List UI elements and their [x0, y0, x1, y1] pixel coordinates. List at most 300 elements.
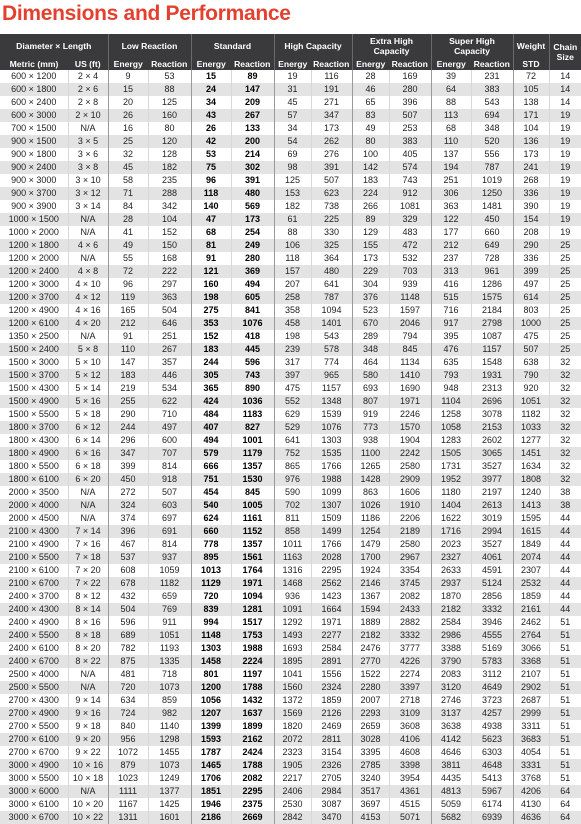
cell-std-reaction: 1432: [231, 694, 274, 707]
cell-super-energy: 917: [431, 317, 471, 330]
cell-std-reaction: 596: [231, 356, 274, 369]
cell-xhigh-energy: 46: [352, 83, 389, 96]
cell-metric: 1800 × 5500: [0, 460, 68, 473]
cell-low-reaction: 222: [148, 265, 191, 278]
cell-super-energy: 1283: [431, 434, 471, 447]
cell-high-energy: 317: [274, 356, 311, 369]
cell-weight: 290: [513, 239, 549, 252]
cell-super-energy: 1731: [431, 460, 471, 473]
cell-chain-size: 14: [549, 96, 581, 109]
cell-metric: 2400 × 3700: [0, 590, 68, 603]
cell-std-energy: 424: [191, 395, 231, 408]
table-row: [0, 603, 581, 616]
cell-xhigh-energy: 1026: [352, 499, 389, 512]
cell-metric: 3000 × 5500: [0, 772, 68, 785]
cell-low-energy: 596: [108, 616, 148, 629]
cell-us: N/A: [68, 213, 108, 226]
page-title: Dimensions and Performance: [2, 2, 291, 25]
cell-low-reaction: 182: [148, 161, 191, 174]
cell-high-energy: 61: [274, 213, 311, 226]
cell-std-reaction: 1001: [231, 434, 274, 447]
cell-low-energy: 296: [108, 434, 148, 447]
cell-low-reaction: 446: [148, 369, 191, 382]
cell-std-energy: 751: [191, 473, 231, 486]
cell-low-energy: 875: [108, 655, 148, 668]
cell-us: 8 × 18: [68, 629, 108, 642]
cell-super-energy: 110: [431, 135, 471, 148]
cell-xhigh-energy: 3240: [352, 772, 389, 785]
cell-low-energy: 956: [108, 733, 148, 746]
cell-xhigh-reaction: 1597: [389, 304, 431, 317]
cell-high-reaction: 2984: [311, 785, 352, 798]
cell-us: 8 × 12: [68, 590, 108, 603]
cell-std-reaction: 280: [231, 252, 274, 265]
cell-xhigh-energy: 3395: [352, 746, 389, 759]
cell-chain-size: 19: [549, 148, 581, 161]
cell-metric: 2100 × 4300: [0, 525, 68, 538]
cell-xhigh-energy: 1100: [352, 447, 389, 460]
cell-metric: 1500 × 2400: [0, 343, 68, 356]
cell-xhigh-reaction: 405: [389, 148, 431, 161]
cell-xhigh-energy: 289: [352, 330, 389, 343]
cell-high-reaction: 1499: [311, 525, 352, 538]
cell-xhigh-energy: 89: [352, 213, 389, 226]
cell-low-reaction: 88: [148, 83, 191, 96]
table-row: [0, 434, 581, 447]
cell-high-energy: 1091: [274, 603, 311, 616]
header-energy: Energy: [431, 57, 471, 70]
cell-high-reaction: 364: [311, 252, 352, 265]
cell-xhigh-reaction: 1690: [389, 382, 431, 395]
cell-std-reaction: 1152: [231, 525, 274, 538]
table-row: [0, 551, 581, 564]
table-row: [0, 746, 581, 759]
cell-low-reaction: 769: [148, 603, 191, 616]
cell-xhigh-reaction: 4106: [389, 733, 431, 746]
cell-low-reaction: 622: [148, 395, 191, 408]
cell-high-energy: 1493: [274, 629, 311, 642]
cell-high-reaction: 1859: [311, 694, 352, 707]
cell-low-reaction: 600: [148, 434, 191, 447]
cell-std-reaction: 605: [231, 291, 274, 304]
cell-high-reaction: 2028: [311, 551, 352, 564]
cell-high-energy: 1569: [274, 707, 311, 720]
cell-high-reaction: 1539: [311, 408, 352, 421]
table-row: [0, 694, 581, 707]
cell-high-reaction: 3087: [311, 798, 352, 811]
header-energy: Energy: [274, 57, 311, 70]
cell-metric: 700 × 1500: [0, 122, 68, 135]
cell-std-energy: 484: [191, 408, 231, 421]
cell-super-reaction: 2602: [471, 434, 513, 447]
cell-metric: 1500 × 4300: [0, 382, 68, 395]
table-row: [0, 785, 581, 798]
table-row: [0, 681, 581, 694]
cell-low-reaction: 534: [148, 382, 191, 395]
cell-super-energy: 1104: [431, 395, 471, 408]
cell-high-reaction: 1988: [311, 473, 352, 486]
cell-super-energy: 194: [431, 161, 471, 174]
cell-us: N/A: [68, 122, 108, 135]
cell-low-reaction: 150: [148, 239, 191, 252]
cell-super-energy: 4646: [431, 746, 471, 759]
cell-high-reaction: 3470: [311, 811, 352, 824]
cell-xhigh-reaction: 2882: [389, 616, 431, 629]
cell-high-reaction: 2324: [311, 681, 352, 694]
cell-high-reaction: 2811: [311, 733, 352, 746]
cell-high-energy: 858: [274, 525, 311, 538]
cell-chain-size: 25: [549, 265, 581, 278]
cell-us: 9 × 20: [68, 733, 108, 746]
cell-weight: 173: [513, 148, 549, 161]
cell-std-energy: 1851: [191, 785, 231, 798]
cell-xhigh-energy: 142: [352, 161, 389, 174]
cell-us: 6 × 14: [68, 434, 108, 447]
cell-high-energy: 1820: [274, 720, 311, 733]
header-standard: Standard: [191, 34, 274, 57]
cell-high-energy: 45: [274, 96, 311, 109]
cell-chain-size: 32: [549, 434, 581, 447]
cell-xhigh-energy: 2785: [352, 759, 389, 772]
cell-std-reaction: 1530: [231, 473, 274, 486]
cell-std-reaction: 569: [231, 200, 274, 213]
cell-low-energy: 879: [108, 759, 148, 772]
cell-std-energy: 152: [191, 330, 231, 343]
cell-super-energy: 137: [431, 148, 471, 161]
cell-xhigh-reaction: 1134: [389, 356, 431, 369]
cell-xhigh-energy: 65: [352, 96, 389, 109]
cell-us: 7 × 22: [68, 577, 108, 590]
cell-super-energy: 313: [431, 265, 471, 278]
table-row: [0, 200, 581, 213]
cell-low-energy: 147: [108, 356, 148, 369]
table-row: [0, 798, 581, 811]
cell-super-reaction: 3332: [471, 603, 513, 616]
table-row: [0, 395, 581, 408]
cell-us: 8 × 16: [68, 616, 108, 629]
cell-std-reaction: 2669: [231, 811, 274, 824]
table-row: [0, 187, 581, 200]
cell-high-reaction: 1307: [311, 499, 352, 512]
cell-xhigh-energy: 28: [352, 70, 389, 83]
cell-chain-size: 38: [549, 486, 581, 499]
cell-low-energy: 183: [108, 369, 148, 382]
cell-metric: 900 × 3000: [0, 174, 68, 187]
cell-low-energy: 290: [108, 408, 148, 421]
cell-xhigh-reaction: 383: [389, 135, 431, 148]
cell-high-energy: 629: [274, 408, 311, 421]
cell-chain-size: 19: [549, 226, 581, 239]
cell-xhigh-reaction: 1410: [389, 369, 431, 382]
cell-low-reaction: 859: [148, 694, 191, 707]
cell-super-energy: 3790: [431, 655, 471, 668]
cell-us: 4 × 10: [68, 278, 108, 291]
cell-super-reaction: 1931: [471, 369, 513, 382]
cell-us: 9 × 16: [68, 707, 108, 720]
cell-low-energy: 219: [108, 382, 148, 395]
cell-us: 10 × 22: [68, 811, 108, 824]
cell-us: 7 × 14: [68, 525, 108, 538]
cell-high-energy: 207: [274, 278, 311, 291]
cell-metric: 1350 × 2500: [0, 330, 68, 343]
cell-super-reaction: 3019: [471, 512, 513, 525]
cell-us: 2 × 8: [68, 96, 108, 109]
cell-std-energy: 454: [191, 486, 231, 499]
cell-std-energy: 1056: [191, 694, 231, 707]
cell-chain-size: 14: [549, 83, 581, 96]
cell-std-energy: 75: [191, 161, 231, 174]
cell-chain-size: 32: [549, 408, 581, 421]
cell-low-energy: 1311: [108, 811, 148, 824]
cell-xhigh-reaction: 912: [389, 187, 431, 200]
cell-low-reaction: 911: [148, 616, 191, 629]
cell-chain-size: 19: [549, 174, 581, 187]
cell-std-reaction: 1899: [231, 720, 274, 733]
cell-us: 7 × 16: [68, 538, 108, 551]
cell-us: 4 × 16: [68, 304, 108, 317]
cell-weight: 3768: [513, 772, 549, 785]
cell-chain-size: 19: [549, 109, 581, 122]
cell-low-reaction: 507: [148, 486, 191, 499]
cell-std-energy: 96: [191, 174, 231, 187]
cell-metric: 1800 × 3700: [0, 421, 68, 434]
cell-low-energy: 212: [108, 317, 148, 330]
cell-super-energy: 476: [431, 343, 471, 356]
cell-low-energy: 481: [108, 668, 148, 681]
cell-xhigh-reaction: 2246: [389, 408, 431, 421]
cell-high-energy: 358: [274, 304, 311, 317]
cell-xhigh-reaction: 2189: [389, 525, 431, 538]
cell-high-reaction: 391: [311, 161, 352, 174]
cell-super-energy: 3137: [431, 707, 471, 720]
header-energy: Energy: [352, 57, 389, 70]
cell-super-reaction: 4648: [471, 759, 513, 772]
table-row: [0, 720, 581, 733]
cell-high-energy: 529: [274, 421, 311, 434]
cell-xhigh-energy: 129: [352, 226, 389, 239]
cell-std-reaction: 1005: [231, 499, 274, 512]
cell-super-energy: 1716: [431, 525, 471, 538]
cell-xhigh-reaction: 169: [389, 70, 431, 83]
cell-metric: 2000 × 4000: [0, 499, 68, 512]
cell-us: 5 × 14: [68, 382, 108, 395]
cell-chain-size: 51: [549, 681, 581, 694]
cell-std-reaction: 133: [231, 122, 274, 135]
cell-metric: 600 × 1200: [0, 70, 68, 83]
cell-high-reaction: 787: [311, 291, 352, 304]
table-row: [0, 707, 581, 720]
cell-std-reaction: 494: [231, 278, 274, 291]
cell-high-reaction: 1766: [311, 460, 352, 473]
cell-low-energy: 32: [108, 148, 148, 161]
cell-xhigh-energy: 1924: [352, 564, 389, 577]
cell-metric: 1800 × 4300: [0, 434, 68, 447]
cell-std-reaction: 1788: [231, 759, 274, 772]
cell-us: N/A: [68, 668, 108, 681]
cell-xhigh-energy: 919: [352, 408, 389, 421]
cell-us: 9 × 14: [68, 694, 108, 707]
cell-low-reaction: 691: [148, 525, 191, 538]
cell-chain-size: 32: [549, 473, 581, 486]
cell-low-energy: 20: [108, 96, 148, 109]
cell-weight: 790: [513, 369, 549, 382]
cell-std-reaction: 249: [231, 239, 274, 252]
cell-super-energy: 39: [431, 70, 471, 83]
cell-xhigh-reaction: 1606: [389, 486, 431, 499]
cell-std-reaction: 1076: [231, 317, 274, 330]
cell-std-reaction: 1161: [231, 512, 274, 525]
cell-high-reaction: 1766: [311, 538, 352, 551]
cell-std-reaction: 209: [231, 96, 274, 109]
cell-xhigh-reaction: 483: [389, 226, 431, 239]
cell-super-reaction: 543: [471, 96, 513, 109]
cell-low-reaction: 937: [148, 551, 191, 564]
cell-low-reaction: 53: [148, 70, 191, 83]
cell-low-reaction: 125: [148, 96, 191, 109]
cell-xhigh-reaction: 574: [389, 161, 431, 174]
cell-metric: 1800 × 6100: [0, 473, 68, 486]
cell-xhigh-reaction: 1148: [389, 291, 431, 304]
cell-high-reaction: 330: [311, 226, 352, 239]
cell-weight: 2074: [513, 551, 549, 564]
cell-xhigh-energy: 1186: [352, 512, 389, 525]
cell-super-energy: 212: [431, 239, 471, 252]
cell-std-reaction: 2082: [231, 772, 274, 785]
cell-super-reaction: 3112: [471, 668, 513, 681]
cell-super-energy: 4813: [431, 785, 471, 798]
cell-xhigh-energy: 376: [352, 291, 389, 304]
cell-super-reaction: 1286: [471, 278, 513, 291]
cell-low-reaction: 504: [148, 304, 191, 317]
cell-chain-size: 25: [549, 239, 581, 252]
cell-metric: 1200 × 6100: [0, 317, 68, 330]
cell-weight: 4054: [513, 746, 549, 759]
cell-high-reaction: 2891: [311, 655, 352, 668]
cell-std-reaction: 845: [231, 486, 274, 499]
cell-super-energy: 2182: [431, 603, 471, 616]
cell-super-energy: 515: [431, 291, 471, 304]
cell-super-reaction: 3946: [471, 616, 513, 629]
cell-super-energy: 2327: [431, 551, 471, 564]
cell-std-reaction: 445: [231, 343, 274, 356]
cell-metric: 2000 × 4500: [0, 512, 68, 525]
cell-low-energy: 840: [108, 720, 148, 733]
cell-weight: 1859: [513, 590, 549, 603]
cell-super-reaction: 1250: [471, 187, 513, 200]
cell-std-energy: 2186: [191, 811, 231, 824]
cell-xhigh-reaction: 2909: [389, 473, 431, 486]
header-reaction: Reaction: [389, 57, 431, 70]
table-row: [0, 148, 581, 161]
cell-std-reaction: 1179: [231, 447, 274, 460]
cell-weight: 1634: [513, 460, 549, 473]
cell-super-reaction: 450: [471, 213, 513, 226]
cell-chain-size: 64: [549, 811, 581, 824]
header-low-reaction: Low Reaction: [108, 34, 191, 57]
cell-high-energy: 106: [274, 239, 311, 252]
cell-us: N/A: [68, 226, 108, 239]
cell-super-reaction: 2184: [471, 304, 513, 317]
cell-std-energy: 26: [191, 122, 231, 135]
cell-us: N/A: [68, 785, 108, 798]
cell-super-energy: 1952: [431, 473, 471, 486]
cell-super-reaction: 1019: [471, 174, 513, 187]
cell-std-energy: 1013: [191, 564, 231, 577]
cell-metric: 2400 × 6100: [0, 642, 68, 655]
cell-high-reaction: 2705: [311, 772, 352, 785]
cell-low-energy: 25: [108, 135, 148, 148]
cell-low-reaction: 1140: [148, 720, 191, 733]
cell-super-energy: 1258: [431, 408, 471, 421]
cell-chain-size: 44: [549, 551, 581, 564]
cell-std-reaction: 1637: [231, 707, 274, 720]
cell-high-reaction: 480: [311, 265, 352, 278]
cell-std-reaction: 1183: [231, 408, 274, 421]
cell-std-energy: 183: [191, 343, 231, 356]
cell-xhigh-reaction: 3745: [389, 577, 431, 590]
cell-us: 5 × 18: [68, 408, 108, 421]
cell-xhigh-energy: 773: [352, 421, 389, 434]
cell-super-energy: 1180: [431, 486, 471, 499]
cell-chain-size: 51: [549, 720, 581, 733]
cell-xhigh-reaction: 5071: [389, 811, 431, 824]
cell-std-energy: 720: [191, 590, 231, 603]
cell-metric: 3000 × 6000: [0, 785, 68, 798]
cell-xhigh-energy: 266: [352, 200, 389, 213]
cell-super-energy: 1404: [431, 499, 471, 512]
cell-metric: 600 × 3000: [0, 109, 68, 122]
cell-std-reaction: 1281: [231, 603, 274, 616]
cell-metric: 2700 × 4300: [0, 694, 68, 707]
cell-high-energy: 1468: [274, 577, 311, 590]
cell-xhigh-energy: 670: [352, 317, 389, 330]
cell-std-reaction: 827: [231, 421, 274, 434]
table-row: [0, 135, 581, 148]
cell-std-reaction: 418: [231, 330, 274, 343]
cell-weight: 4130: [513, 798, 549, 811]
table-row: [0, 265, 581, 278]
cell-us: N/A: [68, 252, 108, 265]
cell-super-reaction: 3977: [471, 473, 513, 486]
cell-chain-size: 51: [549, 733, 581, 746]
cell-high-energy: 98: [274, 161, 311, 174]
cell-xhigh-energy: 49: [352, 122, 389, 135]
cell-xhigh-reaction: 2580: [389, 460, 431, 473]
cell-metric: 1200 × 4900: [0, 304, 68, 317]
table-row: [0, 759, 581, 772]
cell-low-energy: 28: [108, 213, 148, 226]
cell-weight: 390: [513, 200, 549, 213]
cell-low-reaction: 357: [148, 356, 191, 369]
cell-high-reaction: 2469: [311, 720, 352, 733]
cell-metric: 2400 × 4300: [0, 603, 68, 616]
cell-std-reaction: 391: [231, 174, 274, 187]
cell-xhigh-reaction: 329: [389, 213, 431, 226]
cell-high-energy: 641: [274, 434, 311, 447]
cell-std-energy: 994: [191, 616, 231, 629]
table-row: [0, 382, 581, 395]
cell-weight: 336: [513, 187, 549, 200]
cell-us: N/A: [68, 512, 108, 525]
cell-us: N/A: [68, 681, 108, 694]
cell-std-energy: 579: [191, 447, 231, 460]
cell-high-energy: 1163: [274, 551, 311, 564]
cell-low-energy: 244: [108, 421, 148, 434]
cell-low-reaction: 168: [148, 252, 191, 265]
cell-high-reaction: 2126: [311, 707, 352, 720]
cell-us: 6 × 18: [68, 460, 108, 473]
cell-super-reaction: 660: [471, 226, 513, 239]
